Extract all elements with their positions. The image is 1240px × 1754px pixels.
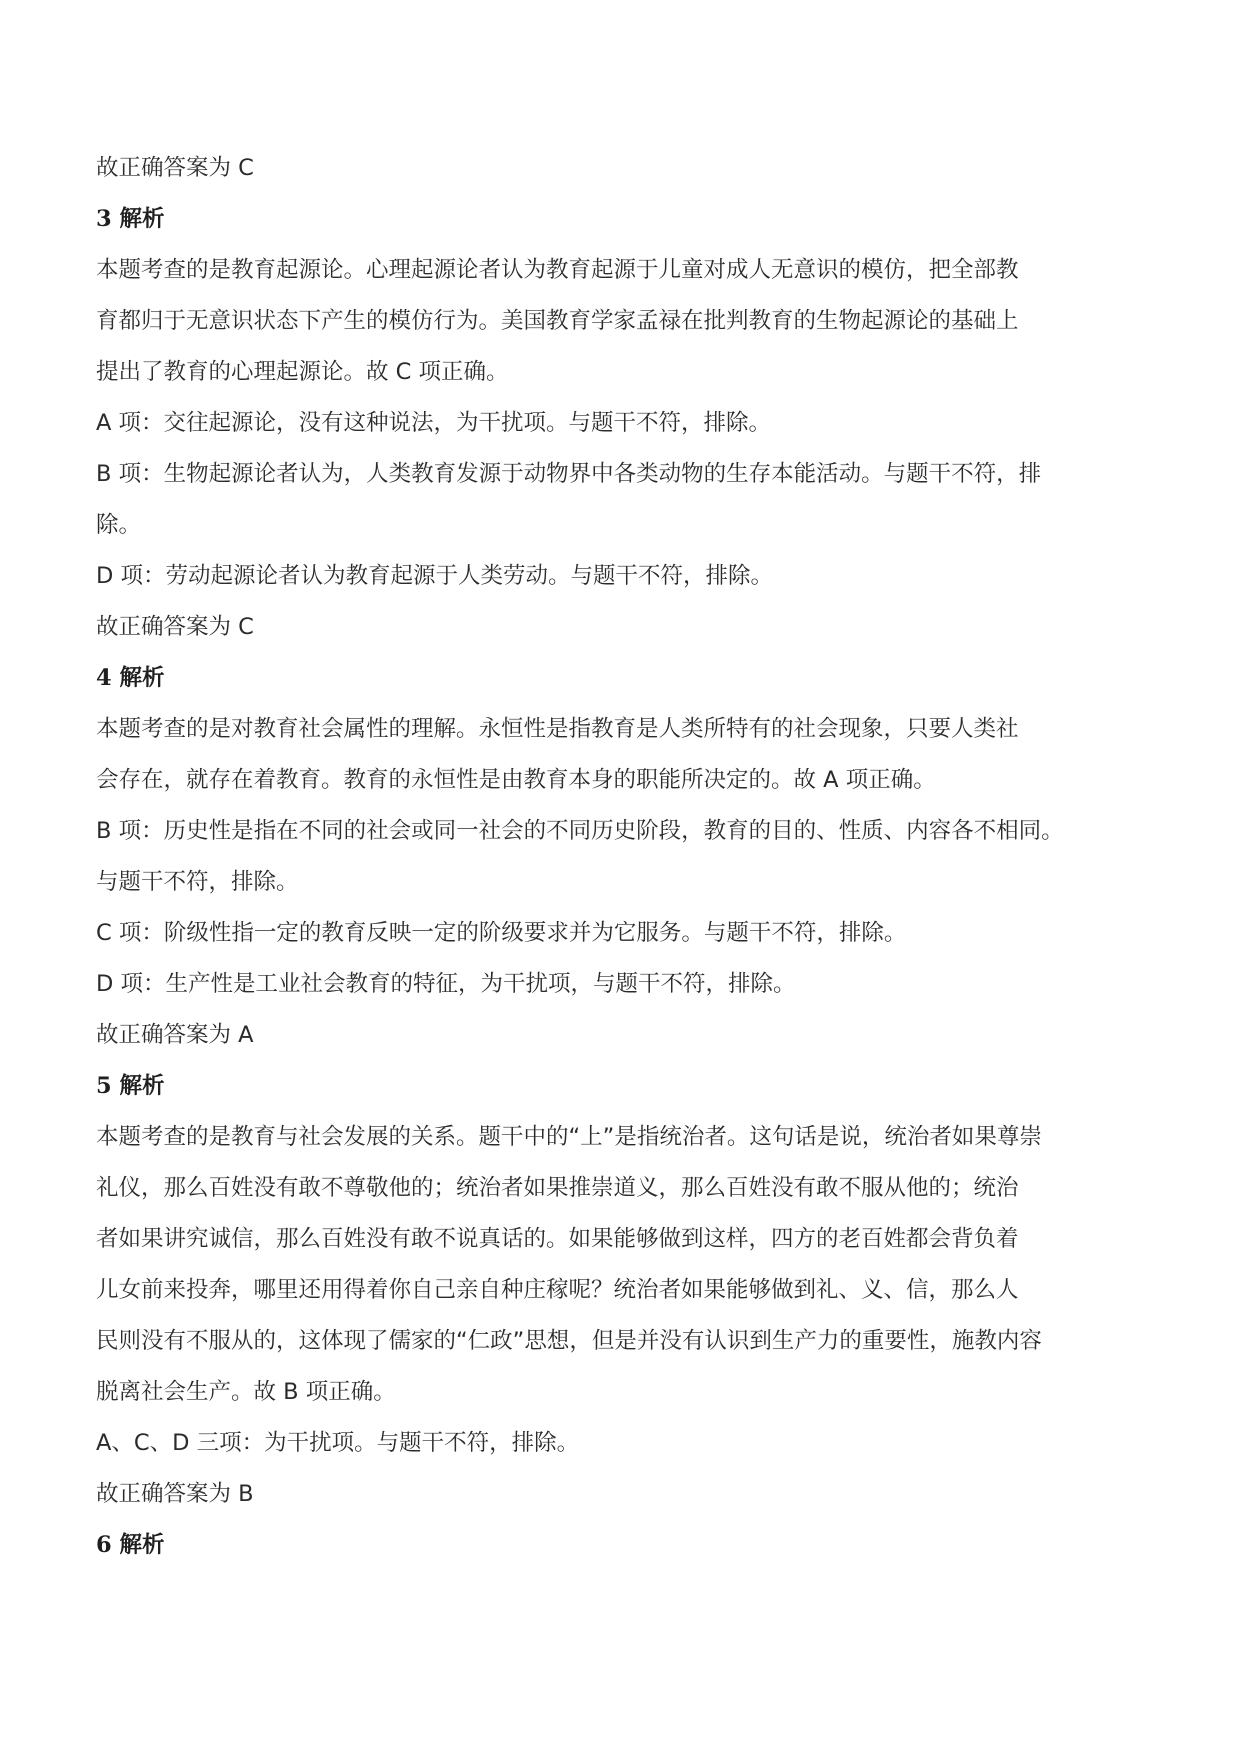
- text-line: 者如果讲究诚信，那么百姓没有敢不说真话的。如果能够做到这样，四方的老百姓都会背负着: [96, 1226, 1019, 1252]
- text-line: 故正确答案为 C: [96, 614, 254, 640]
- text-line: D 项：劳动起源论者认为教育起源于人类劳动。与题干不符，排除。: [96, 563, 773, 589]
- text-line: 本题考查的是对教育社会属性的理解。永恒性是指教育是人类所特有的社会现象，只要人类社: [96, 716, 1019, 742]
- text-line: 故正确答案为 C: [96, 155, 254, 181]
- text-line: 育都归于无意识状态下产生的模仿行为。美国教育学家孟禄在批判教育的生物起源论的基础上: [96, 308, 1019, 334]
- text-line: 提出了教育的心理起源论。故 C 项正确。: [96, 359, 509, 385]
- text-line: A、C、D 三项：为干扰项。与题干不符，排除。: [96, 1430, 580, 1456]
- text-line: 民则没有不服从的，这体现了儒家的“仁政”思想，但是并没有认识到生产力的重要性，施教内容: [96, 1328, 1042, 1354]
- text-line: 礼仪，那么百姓没有敢不尊敬他的；统治者如果推崇道义，那么百姓没有敢不服从他的；统治: [96, 1175, 1019, 1201]
- section-heading: 6 解析: [96, 1532, 165, 1558]
- text-line: 与题干不符，排除。: [96, 869, 299, 895]
- text-line: 儿女前来投奔，哪里还用得着你自己亲自种庄稼呢？统治者如果能够做到礼、义、信，那么人: [96, 1277, 1019, 1303]
- text-line: B 项：历史性是指在不同的社会或同一社会的不同历史阶段，教育的目的、性质、内容各不相同。: [96, 818, 1064, 844]
- text-line: 故正确答案为 A: [96, 1022, 254, 1048]
- text-line: 脱离社会生产。故 B 项正确。: [96, 1379, 396, 1405]
- text-line: B 项：生物起源论者认为，人类教育发源于动物界中各类动物的生存本能活动。与题干不符，排: [96, 461, 1042, 487]
- document-page: [96, 143, 1156, 1571]
- text-line: C 项：阶级性指一定的教育反映一定的阶级要求并为它服务。与题干不符，排除。: [96, 920, 907, 946]
- text-line: A 项：交往起源论，没有这种说法，为干扰项。与题干不符，排除。: [96, 410, 772, 436]
- text-line: D 项：生产性是工业社会教育的特征，为干扰项，与题干不符，排除。: [96, 971, 796, 997]
- text-line: 除。: [96, 512, 142, 538]
- text-line: 会存在，就存在着教育。教育的永恒性是由教育本身的职能所决定的。故 A 项正确。: [96, 767, 936, 793]
- text-line: 故正确答案为 B: [96, 1481, 254, 1507]
- section-heading: 5 解析: [96, 1073, 165, 1099]
- section-heading: 4 解析: [96, 665, 165, 691]
- text-line: 本题考查的是教育起源论。心理起源论者认为教育起源于儿童对成人无意识的模仿，把全部教: [96, 257, 1019, 283]
- section-heading: 3 解析: [96, 206, 165, 232]
- text-line: 本题考查的是教育与社会发展的关系。题干中的“上”是指统治者。这句话是说，统治者如果尊崇: [96, 1124, 1042, 1150]
